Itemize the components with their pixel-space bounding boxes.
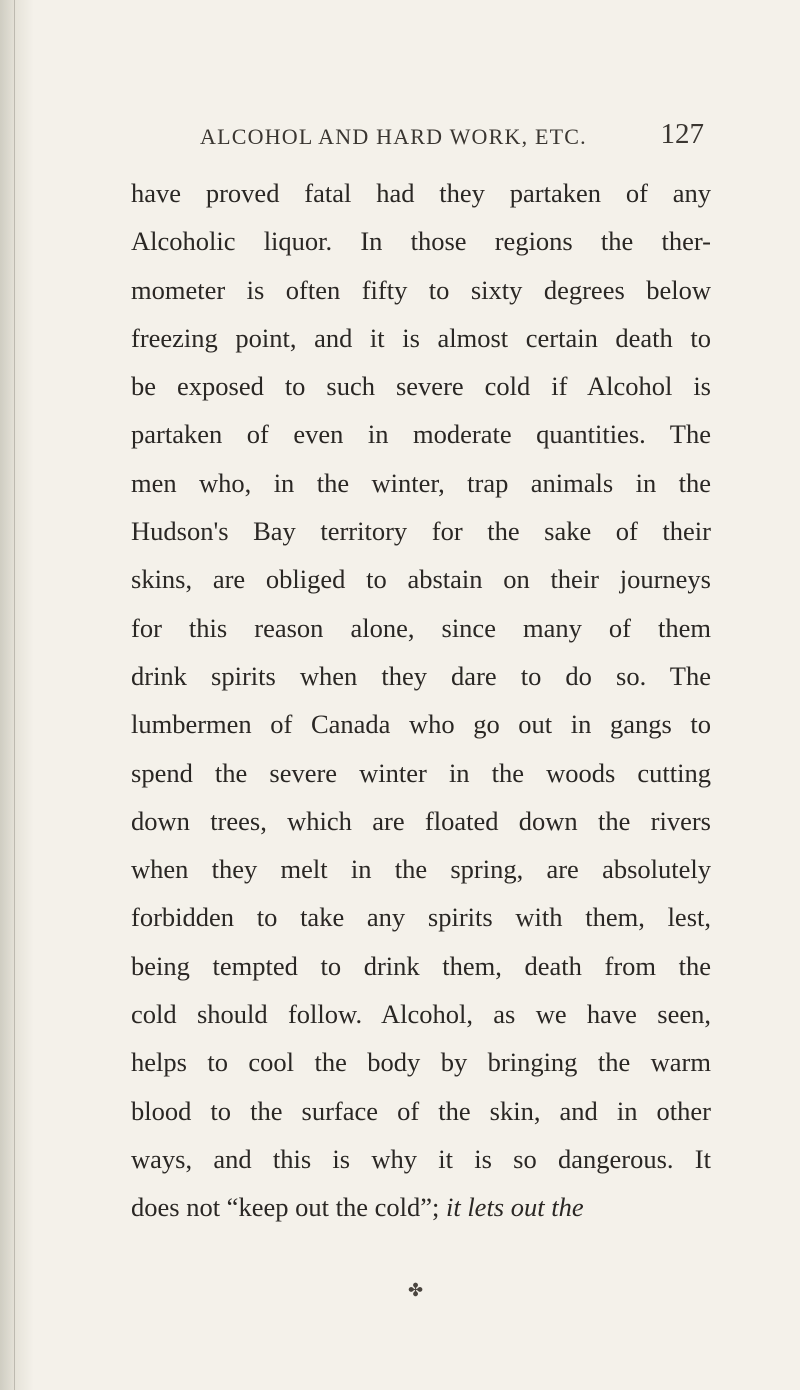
text-line: mometer is often fifty to sixty degrees below (131, 274, 711, 305)
text-line: spend the severe winter in the woods cutting (131, 757, 711, 788)
text-line: men who, in the winter, trap animals in the (131, 467, 711, 498)
text-line: be exposed to such severe cold if Alcohol is (131, 371, 711, 402)
text-line: being tempted to drink them, death from the (131, 950, 711, 981)
running-head: ALCOHOL AND HARD WORK, ETC. (200, 124, 587, 149)
page-gutter-shadow (0, 0, 34, 1390)
text-line: partaken of even in moderate quantities. The (131, 419, 711, 450)
text-line: when they melt in the spring, are absolutely (131, 854, 711, 885)
text-line-last (131, 1183, 711, 1231)
text-line: drink spirits when they dare to do so. The (131, 660, 711, 691)
text-line: down trees, which are floated down the rivers (131, 805, 711, 836)
text-line: have proved fatal had they partaken of any (131, 178, 711, 208)
text-line: forbidden to take any spirits with them, lest, (131, 902, 711, 933)
text-line: lumbermen of Canada who go out in gangs to (131, 709, 711, 740)
text-line: blood to the surface of the skin, and in other (131, 1095, 711, 1126)
text-line: helps to cool the body by bringing the warm (131, 1047, 711, 1078)
text-line: Hudson's Bay territory for the sake of their (131, 516, 711, 547)
text-line: for this reason alone, since many of them (131, 612, 711, 643)
last-line-plain: does not “keep out the cold”; (131, 1192, 446, 1223)
text-line: cold should follow. Alcohol, as we have seen, (131, 999, 711, 1030)
page-number: 127 (660, 118, 704, 150)
last-line-italic: it lets out the (445, 1192, 584, 1223)
footer-ornament-icon: ✤ (408, 1280, 424, 1300)
page-gutter-line (14, 0, 15, 1390)
page-header (200, 118, 720, 158)
text-line: freezing point, and it is almost certain death to (131, 322, 711, 353)
text-line: ways, and this is why it is so dangerous. It (131, 1143, 711, 1174)
text-line: Alcoholic liquor. In those regions the ther- (131, 226, 711, 257)
body-text (131, 169, 711, 1232)
text-line: skins, are obliged to abstain on their journeys (131, 564, 711, 595)
